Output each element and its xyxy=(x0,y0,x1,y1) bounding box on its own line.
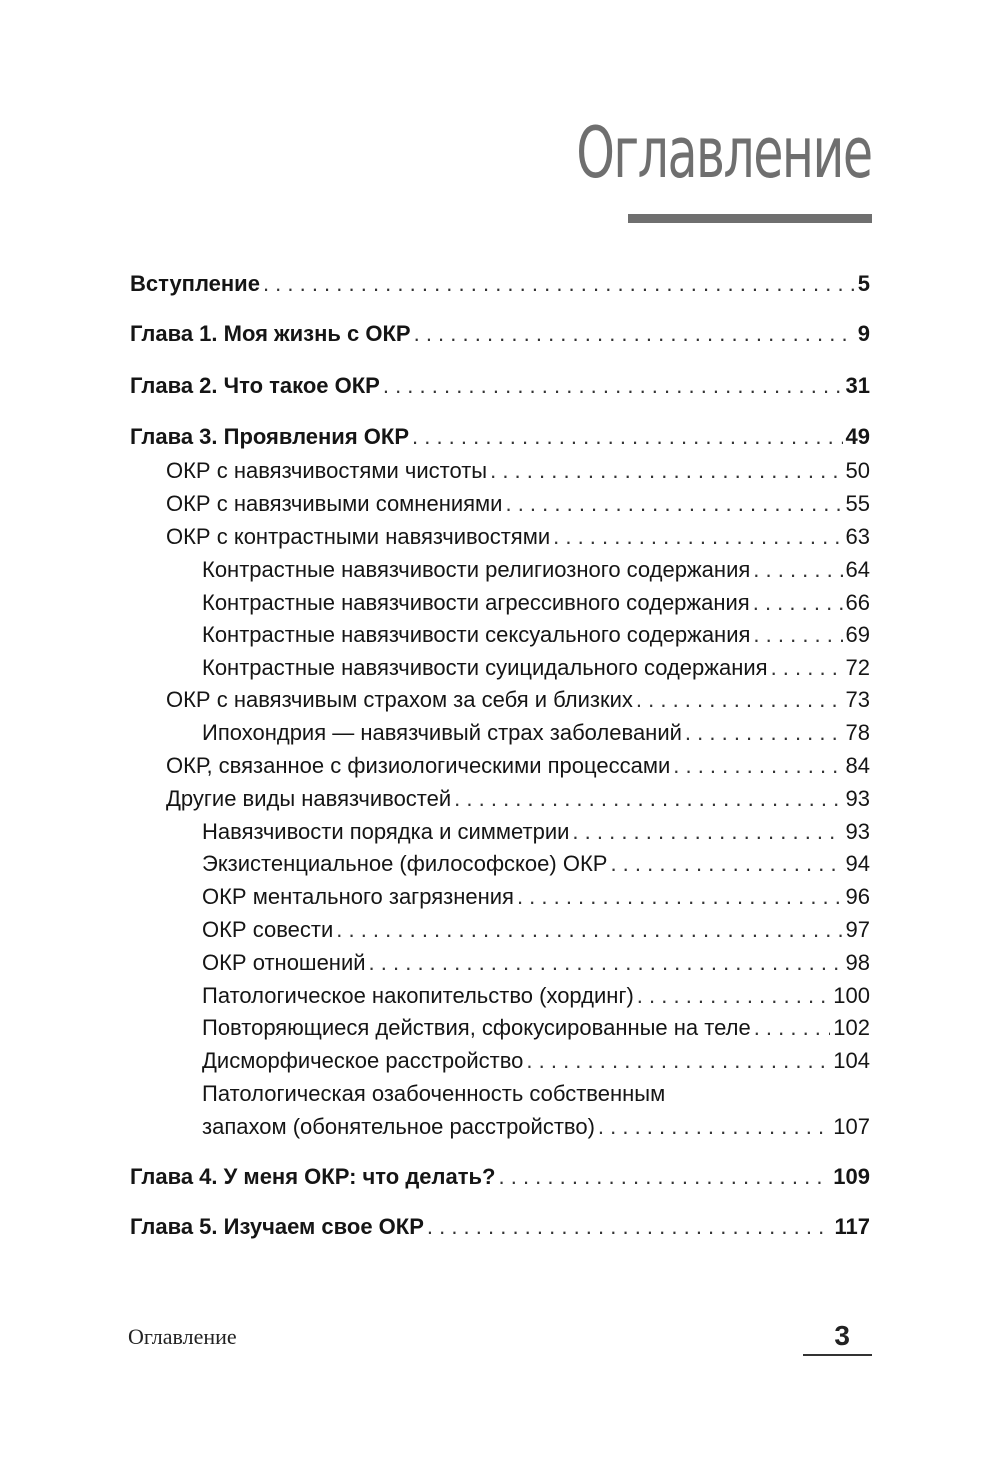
page-number: 3 xyxy=(834,1320,850,1351)
toc-entry-title: Навязчивости порядка и симметрии xyxy=(202,819,570,844)
toc-entry-title-line1[interactable]: Патологическая озабоченность собственным xyxy=(202,1081,666,1106)
toc-entry-title: ОКР с навязчивым страхом за себя и близких xyxy=(166,687,633,712)
toc-entry-title: ОКР отношений xyxy=(202,950,366,975)
toc-entry-title: ОКР с навязчивыми сомнениями xyxy=(166,491,503,516)
toc-entry-title: Контрастные навязчивости сексуального содержания xyxy=(202,622,751,647)
toc-entry-section[interactable] xyxy=(166,455,870,487)
toc-entry-chapter-1[interactable] xyxy=(130,318,870,350)
dot-leader xyxy=(610,848,842,880)
toc-entry-page: 66 xyxy=(845,590,870,615)
toc-entry-page: 93 xyxy=(845,819,870,844)
toc-entry-subsection[interactable] xyxy=(202,1111,870,1143)
toc-entry-page: 49 xyxy=(845,424,870,449)
toc-entry-page: 109 xyxy=(833,1164,870,1189)
toc-entry-section[interactable] xyxy=(166,750,870,782)
toc-entry-title: ОКР с контрастными навязчивостями xyxy=(166,524,551,549)
toc-entry-chapter-2[interactable] xyxy=(130,370,870,402)
toc-entry-title: Контрастные навязчивости суицидального содержания xyxy=(202,655,768,680)
toc-entry-chapter-3[interactable] xyxy=(130,421,870,453)
toc-entry-page: 5 xyxy=(857,271,870,296)
dot-leader xyxy=(636,684,843,716)
dot-leader xyxy=(490,455,842,487)
toc-entry-page: 9 xyxy=(857,321,870,346)
toc-entry-page: 94 xyxy=(845,851,870,876)
toc-entry-page: 104 xyxy=(833,1048,870,1073)
dot-leader xyxy=(753,587,843,619)
dot-leader xyxy=(673,750,842,782)
toc-entry-page: 96 xyxy=(845,884,870,909)
toc-entry-chapter-4[interactable] xyxy=(130,1161,870,1193)
dot-leader xyxy=(753,554,842,586)
dot-leader xyxy=(753,619,842,651)
toc-entry-title: ОКР с навязчивостями чистоты xyxy=(166,458,488,483)
toc-entry-page: 98 xyxy=(845,950,870,975)
toc-entry-subsection[interactable] xyxy=(202,980,870,1012)
toc-entry-subsection[interactable] xyxy=(202,848,870,880)
dot-leader xyxy=(754,1012,831,1044)
toc-entry-subsection[interactable] xyxy=(202,1045,870,1077)
toc-entry-title: ОКР, связанное с физиологическими процессами xyxy=(166,753,671,778)
toc-entry-title: ОКР совести xyxy=(202,917,334,942)
toc-entry-page: 102 xyxy=(833,1015,870,1040)
toc-entry-page: 84 xyxy=(845,753,870,778)
toc-entry-subsection[interactable] xyxy=(202,816,870,848)
toc-entry-title: Повторяющиеся действия, сфокусированные на теле xyxy=(202,1015,751,1040)
toc-entry-subsection[interactable] xyxy=(202,881,870,913)
dot-leader xyxy=(637,980,830,1012)
toc-entry-page: 50 xyxy=(845,458,870,483)
dot-leader xyxy=(526,1045,830,1077)
toc-entry-page: 117 xyxy=(834,1214,870,1239)
toc-entry-page: 69 xyxy=(845,622,870,647)
toc-entry-title: Контрастные навязчивости религиозного содержания xyxy=(202,557,751,582)
toc-entry-page: 64 xyxy=(845,557,870,582)
toc-entry-title: Глава 5. Изучаем свое ОКР xyxy=(130,1214,424,1239)
running-footer-title: Оглавление xyxy=(128,1324,237,1349)
toc-entry-page: 63 xyxy=(845,524,870,549)
page-heading: Оглавление xyxy=(576,112,872,194)
dot-leader xyxy=(427,1211,832,1243)
toc-entry-title: Глава 2. Что такое ОКР xyxy=(130,373,380,398)
toc-entry-subsection[interactable] xyxy=(202,1012,870,1044)
toc-entry-chapter-5[interactable] xyxy=(130,1211,870,1243)
toc-entry-title: Патологическое накопительство (хординг) xyxy=(202,983,634,1008)
toc-entry-title: Экзистенциальное (философское) ОКР xyxy=(202,851,608,876)
heading-underline xyxy=(628,214,872,223)
toc-entry-title: Ипохондрия — навязчивый страх заболеваний xyxy=(202,720,682,745)
toc-entry-title: Контрастные навязчивости агрессивного содержания xyxy=(202,590,750,615)
toc-entry-title: Дисморфическое расстройство xyxy=(202,1048,524,1073)
toc-entry-title: Глава 3. Проявления ОКР xyxy=(130,424,409,449)
dot-leader xyxy=(517,881,843,913)
toc-entry-subsection[interactable] xyxy=(202,587,870,619)
toc-entry-title: Вступление xyxy=(130,271,260,296)
dot-leader xyxy=(685,717,843,749)
toc-entry-section[interactable] xyxy=(166,488,870,520)
dot-leader xyxy=(383,370,843,402)
dot-leader xyxy=(598,1111,830,1143)
toc-entry-intro[interactable] xyxy=(130,268,870,300)
dot-leader xyxy=(414,318,855,350)
page-number-underline xyxy=(803,1354,872,1356)
toc-entry-title: Глава 4. У меня ОКР: что делать? xyxy=(130,1164,496,1189)
toc-entry-title: запахом (обонятельное расстройство) xyxy=(202,1114,595,1139)
dot-leader xyxy=(454,783,842,815)
toc-entry-subsection[interactable] xyxy=(202,619,870,651)
dot-leader xyxy=(572,816,842,848)
dot-leader xyxy=(369,947,843,979)
toc-entry-subsection[interactable] xyxy=(202,554,870,586)
toc-entry-title: Другие виды навязчивостей xyxy=(166,786,452,811)
toc-entry-page: 78 xyxy=(845,720,870,745)
dot-leader xyxy=(553,521,842,553)
toc-entry-subsection[interactable] xyxy=(202,947,870,979)
toc-entry-page: 55 xyxy=(845,491,870,516)
dot-leader xyxy=(771,652,843,684)
dot-leader xyxy=(499,1161,831,1193)
toc-entry-subsection[interactable] xyxy=(202,914,870,946)
toc-entry-title: ОКР ментального загрязнения xyxy=(202,884,514,909)
dot-leader xyxy=(505,488,842,520)
toc-entry-page: 72 xyxy=(845,655,870,680)
toc-entry-section[interactable] xyxy=(166,783,870,815)
dot-leader xyxy=(263,268,855,300)
toc-entry-title: Глава 1. Моя жизнь с ОКР xyxy=(130,321,411,346)
dot-leader xyxy=(336,914,842,946)
toc-entry-page: 31 xyxy=(845,373,870,398)
dot-leader xyxy=(412,421,843,453)
toc-entry-page: 97 xyxy=(845,917,870,942)
toc-entry-page: 93 xyxy=(845,786,870,811)
toc-entry-subsection[interactable] xyxy=(202,717,870,749)
toc-entry-page: 73 xyxy=(845,687,870,712)
toc-entry-page: 100 xyxy=(833,983,870,1008)
toc-entry-subsection[interactable] xyxy=(202,652,870,684)
toc-entry-section[interactable] xyxy=(166,521,870,553)
toc-entry-section[interactable] xyxy=(166,684,870,716)
toc-entry-page: 107 xyxy=(833,1114,870,1139)
